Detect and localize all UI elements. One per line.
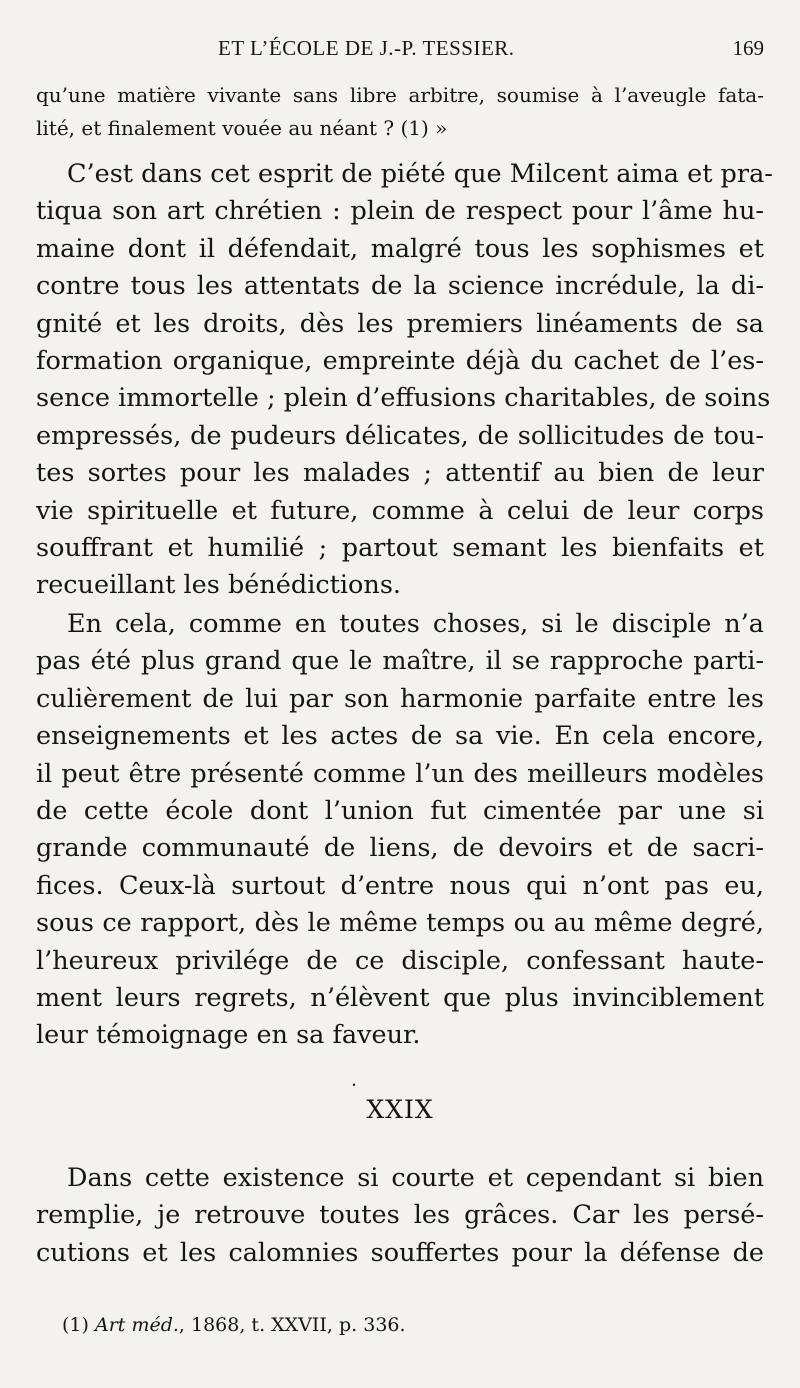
text-line: ment leurs regrets, n’élèvent que plus invinciblement	[36, 982, 764, 1013]
text-line: de cette école dont l’union fut cimentée par une si	[36, 795, 764, 826]
running-header	[36, 36, 764, 66]
text-line: vie spirituelle et future, comme à celui de leur corps	[36, 495, 764, 526]
text-line: maine dont il défendait, malgré tous les sophismes et	[36, 233, 764, 264]
text-line: enseignements et les actes de sa vie. En cela encore,	[36, 721, 764, 752]
text-line: tes sortes pour les malades ; attentif au bien de leur	[36, 458, 764, 489]
text-line: culièrement de lui par son harmonie parfaite entre les	[36, 683, 764, 714]
text-line: leur témoignage en sa faveur.	[36, 1020, 421, 1051]
text-line: pas été plus grand que le maître, il se rapproche parti-	[36, 646, 764, 677]
text-line: empressés, de pudeurs délicates, de sollicitudes de tou-	[36, 420, 764, 451]
section-dot: •	[351, 1081, 357, 1090]
text-line: remplie, je retrouve toutes les grâces. Car les persé-	[36, 1200, 764, 1231]
text-line: recueillant les bénédictions.	[36, 570, 402, 601]
text-line: souffrant et humilié ; partout semant les bienfaits et	[36, 532, 764, 563]
text-line: sence immortelle ; plein d’effusions charitables, de soins	[36, 383, 771, 414]
opening-quote	[36, 79, 764, 145]
text-line: contre tous les attentats de la science incrédule, la di-	[36, 271, 764, 302]
text-line: gnité et les droits, dès les premiers linéaments de sa	[36, 308, 764, 339]
text-line: lité, et finalement vouée au néant ? (1) »	[36, 116, 448, 140]
text-line: l’heureux privilége de ce disciple, confessant haute-	[36, 945, 764, 976]
section-title: XXIX	[366, 1095, 434, 1124]
footnote	[62, 1314, 406, 1336]
section-paragraph	[36, 1160, 764, 1272]
text-line: formation organique, empreinte déjà du cachet de l’es-	[36, 345, 764, 376]
text-line: fices. Ceux-là surtout d’entre nous qui n’ont pas eu,	[36, 870, 764, 901]
text-line: il peut être présenté comme l’un des meilleurs modèles	[36, 758, 764, 789]
footnote-marker: (1)	[62, 1314, 89, 1336]
paragraph-1	[36, 156, 773, 605]
text-line: tiqua son art chrétien : plein de respect pour l’âme hu-	[36, 196, 764, 227]
text-line: qu’une matière vivante sans libre arbitre, soumise à l’aveugle fata-	[36, 83, 764, 107]
text-line: grande communauté de liens, de devoirs et de sacri-	[36, 833, 764, 864]
paragraph-2	[36, 606, 764, 1055]
text-line: sous ce rapport, dès le même temps ou au même degré,	[36, 908, 764, 939]
text-line: C’est dans cet esprit de piété que Milcent aima et pra-	[67, 159, 773, 189]
running-title: ET L’ÉCOLE DE J.-P. TESSIER.	[218, 36, 515, 60]
text-line: cutions et les calomnies souffertes pour la défense de	[36, 1237, 764, 1268]
text-line: Dans cette existence si courte et cependant si bien	[67, 1163, 764, 1193]
footnote-journal-title: Art méd.	[94, 1314, 179, 1336]
text-line: En cela, comme en toutes choses, si le disciple n’a	[67, 609, 764, 639]
footnote-citation: , 1868, t. XXVII, p. 336.	[178, 1314, 406, 1336]
page-number: 169	[732, 36, 764, 60]
section-heading	[0, 1082, 800, 1130]
